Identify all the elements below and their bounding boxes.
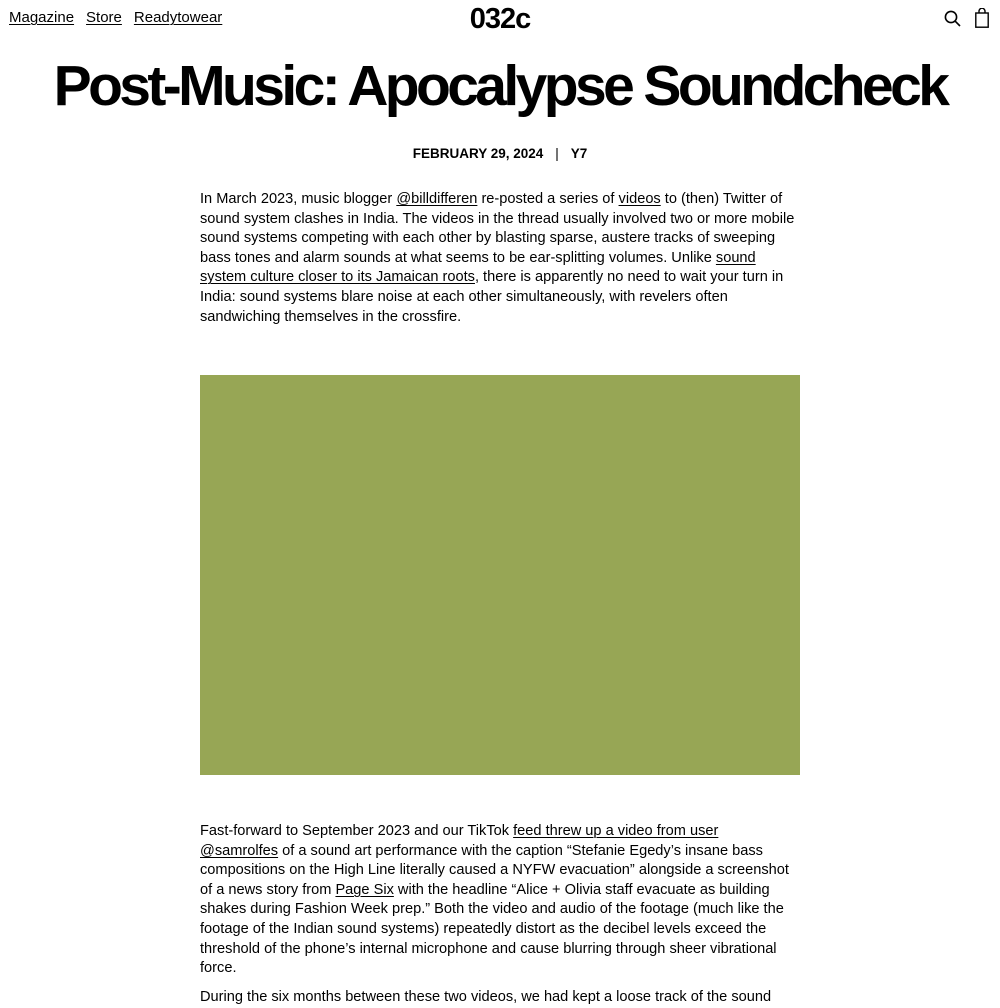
article-title: Post-Music: Apocalypse Soundcheck <box>53 54 947 118</box>
meta-separator: | <box>555 146 559 161</box>
nav-link-readytowear[interactable]: Readytowear <box>133 9 223 26</box>
link-videos[interactable]: videos <box>618 191 661 207</box>
article-date: FEBRUARY 29, 2024 <box>412 146 544 161</box>
paragraph-text: , there is apparently no need to wait your turn in India: sound systems blare noise at each other simultaneously, with revelers often sandwiching themselves in the crossfire. <box>200 269 784 325</box>
link-page-six[interactable]: Page Six <box>335 881 394 898</box>
paragraph-text: to (then) Twitter of sound system clashes in India. The videos in the thread usually involved two or more mobile sound systems competing with each other by blasting sparse, austere tracks of sweeping bass tones and alarm sounds at what seems to be ear-splitting volumes. Unlike <box>200 191 795 266</box>
link-billdifferen[interactable]: @billdifferen <box>396 191 478 207</box>
nav-link-magazine[interactable]: Magazine <box>9 9 75 26</box>
link-jamaican-roots[interactable]: sound system culture closer to its Jamaican roots <box>200 249 756 286</box>
site-logo[interactable]: 032c <box>469 3 531 35</box>
paragraph-text: re-posted a series of <box>477 191 619 207</box>
article-paragraph-1 <box>200 190 800 327</box>
header-icons <box>944 8 989 33</box>
site-logo-wrapper <box>0 2 1000 36</box>
search-icon[interactable] <box>944 10 961 32</box>
article-media-placeholder[interactable] <box>200 375 800 775</box>
article-paragraph-2 <box>200 822 800 979</box>
paragraph-text: In March 2023, music blogger <box>200 191 397 207</box>
paragraph-text: with the headline “Alice + Olivia staff evacuate as building shakes during Fashion Week prep.” Both the video and audio of the footage (much like the footage of the Indian sound systems) repeatedly distort as the decibel levels exceed the threshold of the phone’s internal microphone and cause blurring through sheer vibrational force. <box>200 881 784 977</box>
paragraph-text: Fast-forward to September 2023 and our TikTok <box>200 823 514 839</box>
paragraph-text: of a sound art performance with the caption “Stefanie Egedy’s insane bass compositions on the High Line literally caused a NYFW evacuation” alongside a screenshot of a news story from <box>200 842 789 898</box>
article-meta <box>0 145 1000 162</box>
nav-link-store[interactable]: Store <box>86 9 122 26</box>
link-samrolfes-video[interactable]: feed threw up a video from user @samrolfes <box>200 823 719 859</box>
top-navigation-bar <box>0 0 1000 38</box>
article-paragraph-3: During the six months between these two videos, we had kept a loose track of the sound <box>200 989 772 1005</box>
shopping-bag-icon[interactable] <box>975 8 989 33</box>
article-author[interactable]: Y7 <box>570 146 588 161</box>
